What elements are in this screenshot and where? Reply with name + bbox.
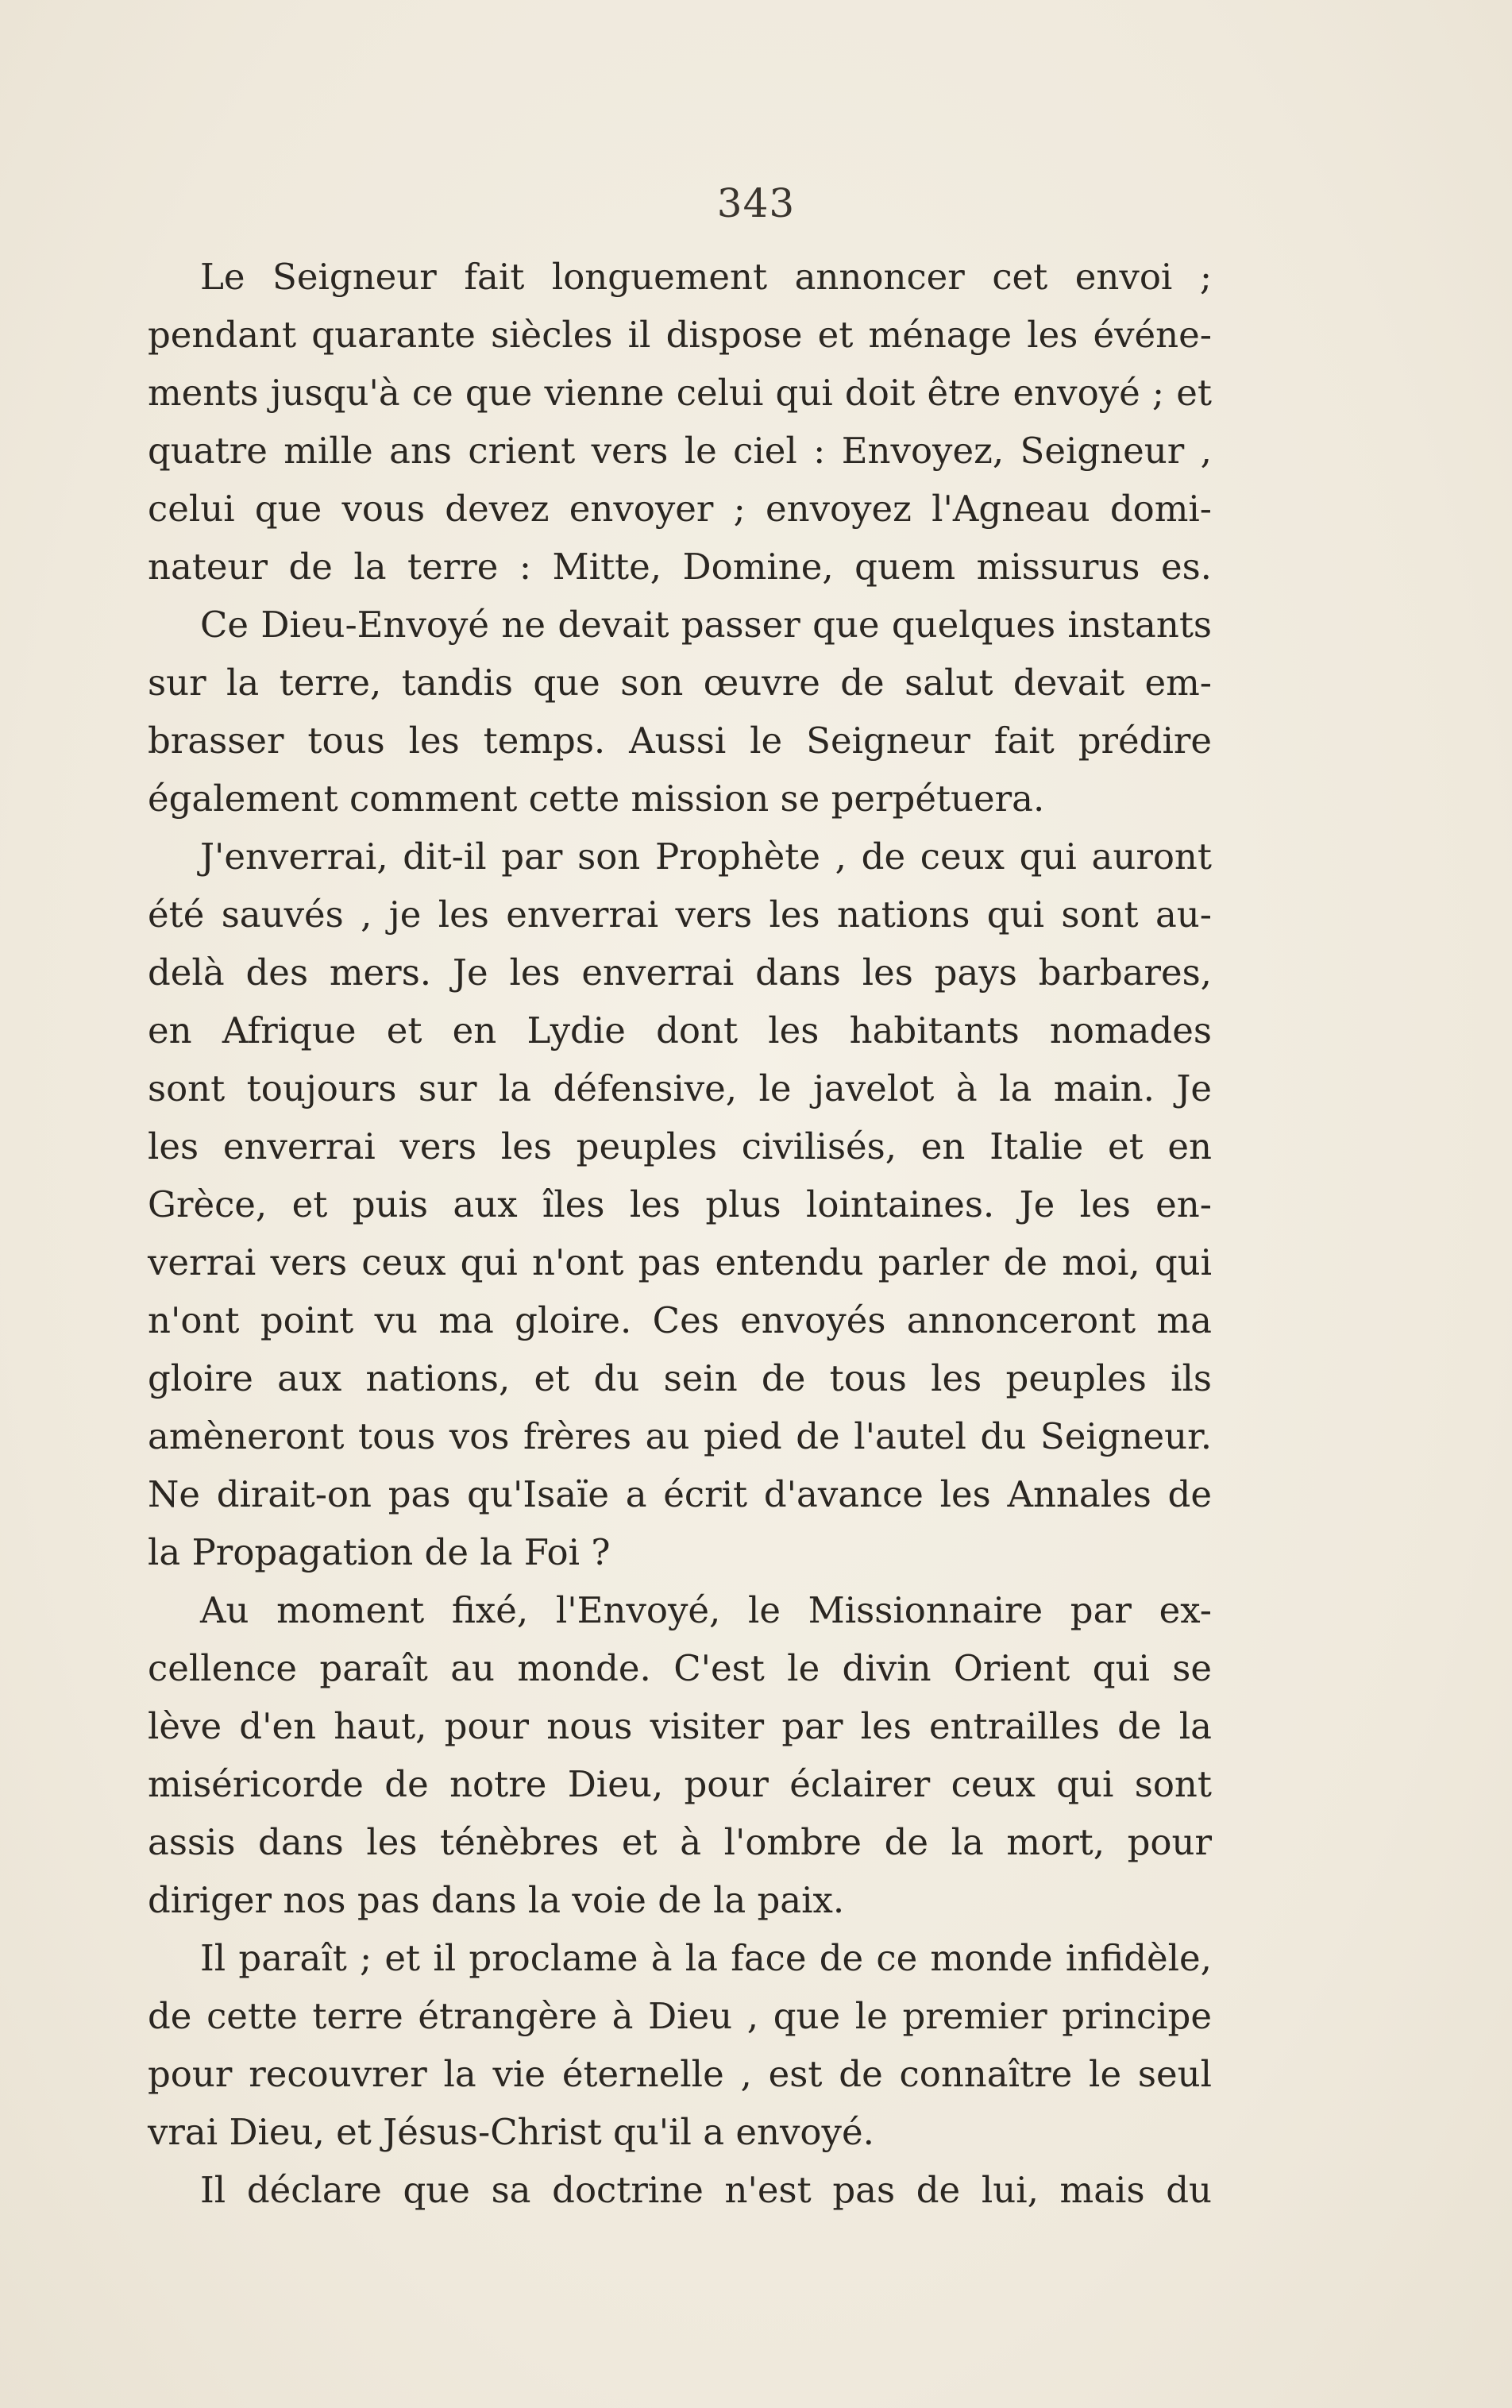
text-line: celui que vous devez envoyer ; envoyez l'Agneau domi- (148, 488, 1212, 530)
text-line: diriger nos pas dans la voie de la paix. (148, 1879, 845, 1921)
text-line: la Propagation de la Foi ? (148, 1531, 611, 1573)
text-line: sur la terre, tandis que son œuvre de salut devait em- (148, 662, 1212, 704)
text-line: nateur de la terre : Mitte, Domine, quem missurus es. (148, 546, 1212, 588)
paragraph (148, 248, 1212, 596)
text-line: de cette terre étrangère à Dieu , que le premier principe (148, 1995, 1212, 2037)
page-number: 343 (716, 180, 796, 226)
text-line: gloire aux nations, et du sein de tous les peuples ils (148, 1357, 1212, 1399)
text-line: également comment cette mission se perpétuera. (148, 778, 1045, 820)
text-line: miséricorde de notre Dieu, pour éclairer ceux qui sont (148, 1763, 1212, 1805)
text-line: vrai Dieu, et Jésus-Christ qu'il a envoyé. (148, 2111, 874, 2153)
text-line: ments jusqu'à ce que vienne celui qui doit être envoyé ; et (148, 372, 1212, 414)
text-line: cellence paraît au monde. C'est le divin Orient qui se (148, 1647, 1212, 1689)
text-line: assis dans les ténèbres et à l'ombre de la mort, pour (148, 1821, 1212, 1863)
text-line: Au moment fixé, l'Envoyé, le Missionnaire par ex- (200, 1589, 1212, 1631)
paragraph (148, 828, 1212, 1581)
text-line: Ne dirait-on pas qu'Isaïe a écrit d'avance les Annales de (148, 1473, 1212, 1515)
text-line: Ce Dieu-Envoyé ne devait passer que quelques instants (200, 604, 1212, 646)
paragraph (148, 1929, 1212, 2161)
text-line: Grèce, et puis aux îles les plus lointaines. Je les en- (148, 1183, 1212, 1225)
text-line: pendant quarante siècles il dispose et ménage les événe- (148, 314, 1212, 356)
paragraph (148, 2161, 1212, 2219)
text-line: n'ont point vu ma gloire. Ces envoyés annonceront ma (148, 1299, 1212, 1341)
text-line: amèneront tous vos frères au pied de l'autel du Seigneur. (148, 1415, 1212, 1457)
text-line: J'enverrai, dit-il par son Prophète , de ceux qui auront (200, 835, 1212, 878)
text-line: quatre mille ans crient vers le ciel : Envoyez, Seigneur , (148, 430, 1212, 472)
text-line: en Afrique et en Lydie dont les habitants nomades (148, 1009, 1212, 1052)
text-line: verrai vers ceux qui n'ont pas entendu parler de moi, qui (148, 1241, 1212, 1283)
text-line: lève d'en haut, pour nous visiter par les entrailles de la (148, 1705, 1212, 1747)
text-line: sont toujours sur la défensive, le javelot à la main. Je (148, 1067, 1212, 1109)
text-line: pour recouvrer la vie éternelle , est de connaître le seul (148, 2053, 1212, 2095)
paragraph (148, 1581, 1212, 1929)
body-text (148, 248, 1212, 2219)
text-line: les enverrai vers les peuples civilisés, en Italie et en (148, 1125, 1212, 1167)
text-line: Il paraît ; et il proclame à la face de ce monde infidèle, (200, 1937, 1212, 1979)
text-line: Le Seigneur fait longuement annoncer cet envoi ; (200, 256, 1212, 298)
text-line: été sauvés , je les enverrai vers les nations qui sont au- (148, 893, 1212, 936)
text-line: delà des mers. Je les enverrai dans les pays barbares, (148, 951, 1212, 994)
text-line: Il déclare que sa doctrine n'est pas de lui, mais du (200, 2169, 1212, 2211)
text-line: brasser tous les temps. Aussi le Seigneur fait prédire (148, 720, 1212, 762)
paragraph (148, 596, 1212, 828)
